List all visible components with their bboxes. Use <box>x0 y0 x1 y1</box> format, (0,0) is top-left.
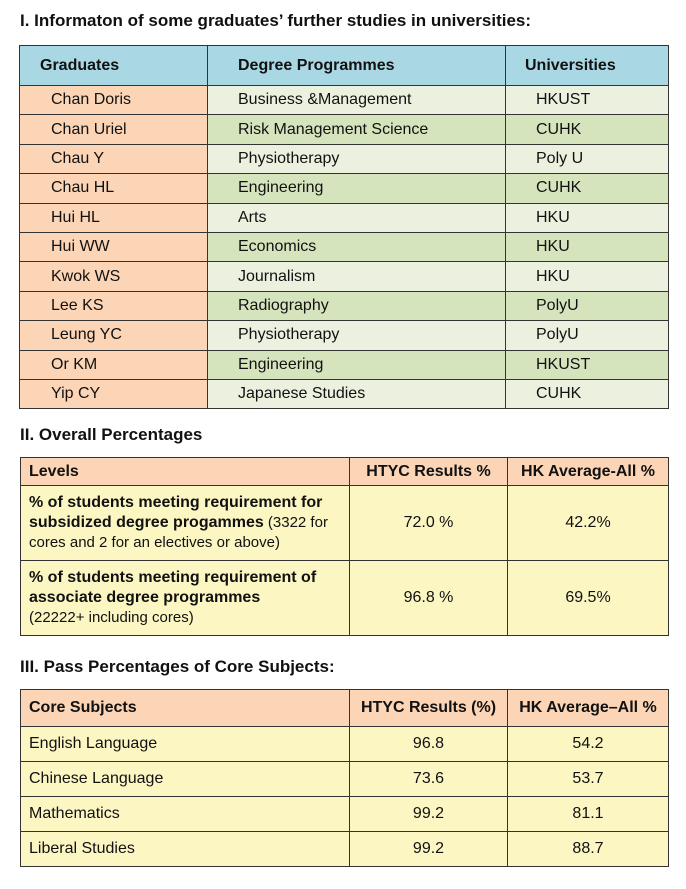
table-row <box>21 832 669 867</box>
table-row <box>20 203 669 232</box>
hk-average-percentage: 42.2% <box>508 486 669 561</box>
university: HKU <box>506 232 669 261</box>
degree-programme: Physiotherapy <box>208 144 506 173</box>
degree-programme: Japanese Studies <box>208 379 506 408</box>
header-hk-average: HK Average-All % <box>508 458 669 486</box>
level-note: (3322 for cores and 2 for an electives or above) <box>29 514 328 551</box>
graduate-name: Or KM <box>20 350 208 379</box>
degree-programme: Economics <box>208 232 506 261</box>
university: HKU <box>506 203 669 232</box>
table-row <box>21 762 669 797</box>
table-row <box>20 379 669 408</box>
overall-table-header-row <box>21 458 669 486</box>
htyc-result: 99.2 <box>350 832 508 867</box>
hk-average-percentage: 69.5% <box>508 561 669 636</box>
table-row <box>20 232 669 261</box>
table-row <box>20 115 669 144</box>
university: PolyU <box>506 291 669 320</box>
university: CUHK <box>506 174 669 203</box>
section1-heading: I. Informaton of some graduates’ further studies in universities: <box>20 11 532 30</box>
overall-percentages-table <box>20 457 669 636</box>
graduate-name: Chau HL <box>20 174 208 203</box>
graduate-name: Chan Doris <box>20 86 208 115</box>
htyc-result: 96.8 <box>350 727 508 762</box>
degree-programme: Radiography <box>208 291 506 320</box>
graduates-table <box>19 45 669 409</box>
section3-heading: III. Pass Percentages of Core Subjects: <box>20 657 335 676</box>
degree-programme: Journalism <box>208 262 506 291</box>
graduate-name: Hui HL <box>20 203 208 232</box>
university: CUHK <box>506 115 669 144</box>
header-levels: Levels <box>21 458 350 486</box>
table-row <box>21 797 669 832</box>
table-row <box>20 321 669 350</box>
htyc-percentage: 72.0 % <box>350 486 508 561</box>
htyc-percentage: 96.8 % <box>350 561 508 636</box>
header-graduates: Graduates <box>20 46 208 86</box>
degree-programme: Business &Management <box>208 86 506 115</box>
level-requirement: % of students meeting requirement of associate degree programmes <box>29 569 317 606</box>
core-subjects-table <box>20 689 669 867</box>
level-description <box>21 561 350 636</box>
university: HKUST <box>506 350 669 379</box>
hk-average: 53.7 <box>508 762 669 797</box>
hk-average: 54.2 <box>508 727 669 762</box>
degree-programme: Engineering <box>208 350 506 379</box>
graduate-name: Chau Y <box>20 144 208 173</box>
graduates-table-header-row <box>20 46 669 86</box>
table-row <box>21 561 669 636</box>
core-subject: Mathematics <box>21 797 350 832</box>
university: PolyU <box>506 321 669 350</box>
header-htyc-results: HTYC Results % <box>350 458 508 486</box>
table-row <box>20 262 669 291</box>
htyc-result: 73.6 <box>350 762 508 797</box>
core-subject: Chinese Language <box>21 762 350 797</box>
graduate-name: Yip CY <box>20 379 208 408</box>
university: CUHK <box>506 379 669 408</box>
htyc-result: 99.2 <box>350 797 508 832</box>
university: Poly U <box>506 144 669 173</box>
degree-programme: Physiotherapy <box>208 321 506 350</box>
hk-average: 81.1 <box>508 797 669 832</box>
core-subject: Liberal Studies <box>21 832 350 867</box>
core-table-header-row <box>21 690 669 727</box>
level-note: (22222+ including cores) <box>29 609 194 626</box>
table-row <box>20 144 669 173</box>
header-hk-average: HK Average–All % <box>508 690 669 727</box>
table-row <box>20 291 669 320</box>
degree-programme: Engineering <box>208 174 506 203</box>
level-description <box>21 486 350 561</box>
hk-average: 88.7 <box>508 832 669 867</box>
table-row <box>20 350 669 379</box>
core-subject: English Language <box>21 727 350 762</box>
degree-programme: Arts <box>208 203 506 232</box>
graduate-name: Lee KS <box>20 291 208 320</box>
level-requirement: % of students meeting requirement for subsidized degree progammes <box>29 494 323 531</box>
table-row <box>20 174 669 203</box>
university: HKUST <box>506 86 669 115</box>
degree-programme: Risk Management Science <box>208 115 506 144</box>
graduate-name: Kwok WS <box>20 262 208 291</box>
header-degree-programmes: Degree Programmes <box>208 46 506 86</box>
section2-heading: II. Overall Percentages <box>20 425 203 444</box>
header-universities: Universities <box>506 46 669 86</box>
university: HKU <box>506 262 669 291</box>
table-row <box>20 86 669 115</box>
table-row <box>21 486 669 561</box>
graduate-name: Hui WW <box>20 232 208 261</box>
header-core-subjects: Core Subjects <box>21 690 350 727</box>
header-htyc-results: HTYC Results (%) <box>350 690 508 727</box>
table-row <box>21 727 669 762</box>
graduate-name: Chan Uriel <box>20 115 208 144</box>
graduate-name: Leung YC <box>20 321 208 350</box>
